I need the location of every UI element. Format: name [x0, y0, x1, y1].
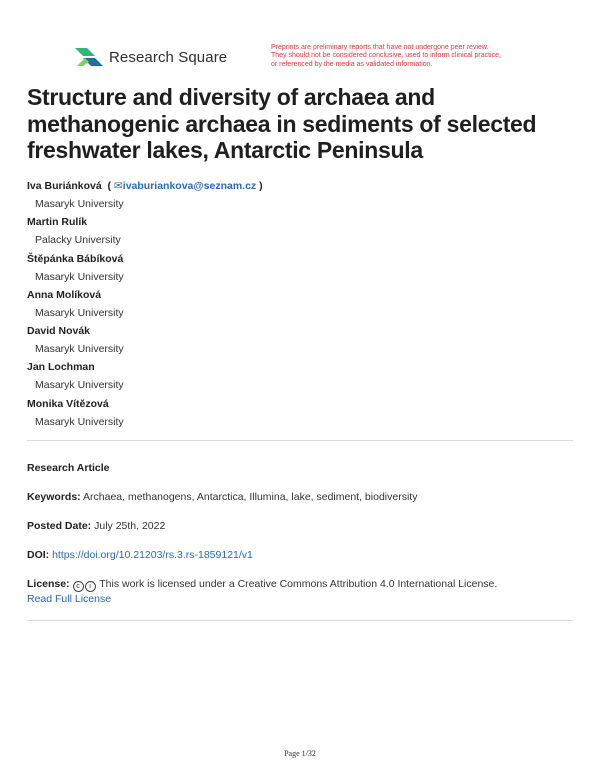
- notice-line: or referenced by the media as validated information.: [271, 60, 433, 68]
- author-entry: [27, 216, 567, 252]
- creative-commons-icon: c: [73, 581, 84, 592]
- doi-label: DOI:: [27, 549, 50, 561]
- paper-title: [27, 84, 567, 164]
- author-affiliation: Masaryk University: [35, 343, 124, 356]
- keywords-value: Archaea, methanogens, Antarctica, Illumina, lake, sediment, biodiversity: [83, 491, 418, 503]
- research-square-mark-icon: [75, 46, 103, 68]
- author-affiliation: Masaryk University: [35, 198, 124, 210]
- title-line: freshwater lakes, Antarctic Peninsula: [27, 137, 423, 163]
- doi-line: [27, 548, 573, 562]
- author-name: Anna Molíková: [27, 288, 102, 301]
- keywords-label: Keywords:: [27, 491, 81, 503]
- preprint-notice: [271, 44, 561, 69]
- author-entry: [27, 398, 567, 434]
- title-line: Structure and diversity of archaea and: [27, 84, 435, 110]
- section-divider: [27, 620, 573, 621]
- page-number: Page 1/32: [284, 749, 316, 758]
- author-affiliation: Masaryk University: [35, 270, 124, 283]
- posted-date-label: Posted Date:: [27, 520, 92, 532]
- author-name: David Novák: [27, 325, 91, 338]
- license-text: This work is licensed under a Creative Commons Attribution 4.0 International License.: [99, 578, 498, 590]
- posted-date-value: July 25th, 2022: [94, 520, 166, 532]
- author-name: Štěpánka Bábíková: [27, 252, 124, 265]
- author-name: Iva Buriánková: [27, 180, 102, 192]
- title-line: methanogenic archaea in sediments of selected: [27, 110, 537, 137]
- author-affiliation: Masaryk University: [35, 306, 124, 319]
- author-entry: [27, 289, 567, 325]
- author-email-link[interactable]: ✉ivaburiankova@seznam.cz: [113, 180, 257, 192]
- author-entry: [27, 253, 567, 289]
- author-affiliation: Masaryk University: [35, 379, 124, 392]
- author-name: Martin Rulík: [27, 216, 88, 229]
- logo-text: Research Square: [109, 48, 228, 66]
- article-type: Research Article: [27, 462, 110, 474]
- research-square-logo[interactable]: [75, 46, 227, 68]
- posted-date-line: [27, 519, 573, 533]
- author-entry: [27, 361, 567, 397]
- author-entry: [27, 325, 567, 361]
- author-affiliation: Masaryk University: [35, 415, 124, 428]
- author-name: Jan Lochman: [27, 361, 95, 374]
- notice-line: They should not be considered conclusive, used to inform clinical practice,: [271, 52, 501, 60]
- notice-line: Preprints are preliminary reports that have not undergone peer review.: [271, 44, 489, 51]
- author-affiliation: Palacky University: [35, 234, 121, 247]
- author-entry: Iva Buriánková ( ✉ivaburiankova@seznam.cz ) Masaryk University: [27, 180, 567, 216]
- read-full-license-link[interactable]: Read Full License: [27, 593, 112, 605]
- keywords-line: [27, 490, 573, 504]
- license-label: License:: [27, 578, 70, 590]
- doi-link[interactable]: https://doi.org/10.21203/rs.3.rs-1859121/v1: [52, 549, 253, 561]
- license-line: [27, 577, 573, 606]
- attribution-icon: i: [85, 581, 96, 592]
- section-divider: [27, 440, 573, 441]
- author-list: [27, 180, 567, 434]
- envelope-icon: ✉: [113, 180, 123, 192]
- author-name: Monika Vítězová: [27, 397, 109, 410]
